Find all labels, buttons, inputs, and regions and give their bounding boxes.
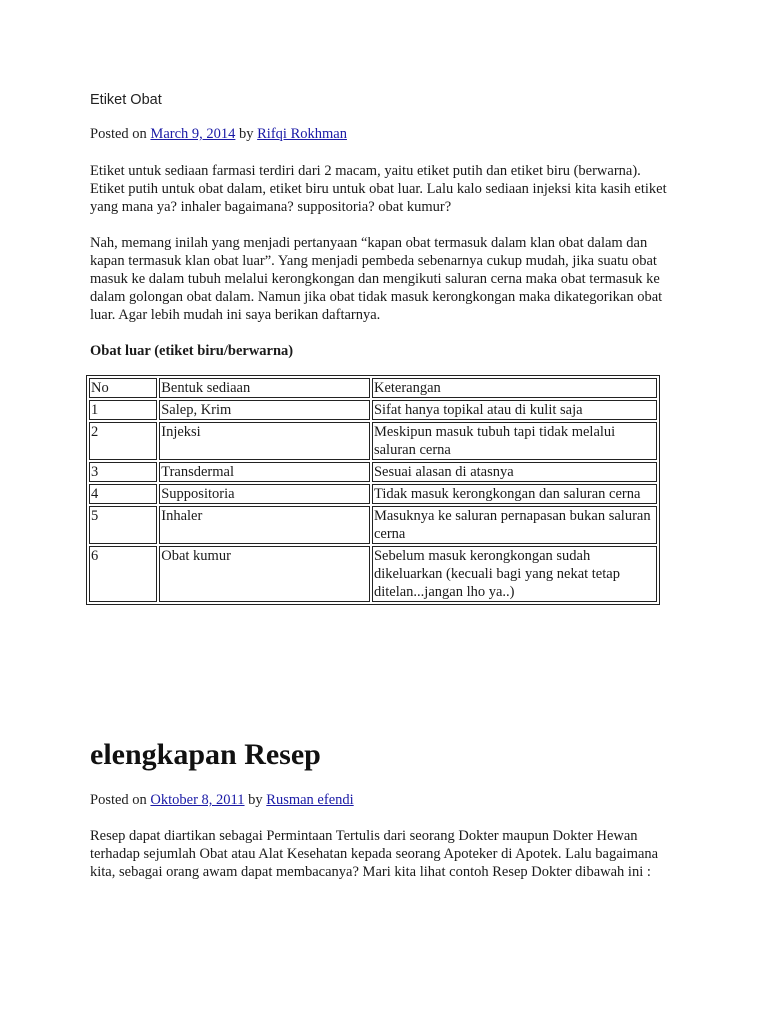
post-title: elengkapan Resep [90,738,321,771]
obat-luar-table [86,375,660,605]
table-cell: Sesuai alasan di atasnya [372,462,657,482]
table-cell: Masuknya ke saluran pernapasan bukan saluran cerna [372,506,657,544]
post-author-link[interactable]: Rusman efendi [266,792,354,808]
table-cell: Injeksi [159,422,370,460]
table-cell: Tidak masuk kerongkongan dan saluran cerna [372,484,657,504]
post-paragraph: Resep dapat diartikan sebagai Permintaan Tertulis dari seorang Dokter maupun Dokter Hewan terhadap sejumlah Obat atau Alat Kesehatan kepada seorang Apoteker di Apotek. Lalu bagaimana kita, sebagai orang awam dapat membacanya? Mari kita lihat contoh Resep Dokter dibawah ini : [90,828,659,880]
table-row [89,506,657,544]
table-cell: Obat kumur [159,546,370,602]
table-cell: Transdermal [159,462,370,482]
post-author-link[interactable]: Rifqi Rokhman [257,126,347,142]
table-row [89,462,657,482]
table-cell: 2 [89,422,157,460]
table-row [89,484,657,504]
table-cell: 6 [89,546,157,602]
post-meta [90,791,354,809]
post-title: Etiket Obat [90,92,162,108]
post-paragraph: Nah, memang inilah yang menjadi pertanyaan “kapan obat termasuk dalam klan obat dalam dan kapan termasuk klan obat luar”. Yang menjadi pembeda sebenarnya cukup mudah, jika suatu obat masuk ke dalam tubuh melalui kerongkongan dan mengikuti saluran cerna maka obat termasuk ke dalam golongan obat dalam. Namun jika obat tidak masuk kerongkongan maka dikategorikan obat luar. Agar lebih mudah ini saya berikan daftarnya. [90,235,663,323]
table-cell: Suppositoria [159,484,370,504]
table-header-row [89,378,657,398]
table-cell: Sifat hanya topikal atau di kulit saja [372,400,657,420]
table-cell: Meskipun masuk tubuh tapi tidak melalui saluran cerna [372,422,657,460]
table-heading: Obat luar (etiket biru/berwarna) [90,343,294,359]
by-label: by [239,126,254,142]
table-cell: 5 [89,506,157,544]
posted-on-label: Posted on [90,792,147,808]
table-cell: 4 [89,484,157,504]
post-paragraph: Etiket untuk sediaan farmasi terdiri dari 2 macam, yaitu etiket putih dan etiket biru (berwarna). Etiket putih untuk obat dalam, etiket biru untuk obat luar. Lalu kalo sediaan injeksi kita kasih etiket yang mana ya? inhaler bagaimana? suppositoria? obat kumur? [90,163,667,215]
table-row [89,422,657,460]
post-date-link[interactable]: March 9, 2014 [150,126,236,142]
table-cell: 3 [89,462,157,482]
header-cell-no: No [89,378,157,398]
by-label: by [248,792,263,808]
table-cell: 1 [89,400,157,420]
table-cell: Inhaler [159,506,370,544]
header-cell-bentuk: Bentuk sediaan [159,378,370,398]
post-meta [90,125,347,143]
table-row [89,546,657,602]
table-cell: Sebelum masuk kerongkongan sudah dikeluarkan (kecuali bagi yang nekat tetap ditelan...jangan lho ya..) [372,546,657,602]
table-row [89,400,657,420]
header-cell-keterangan: Keterangan [372,378,657,398]
table-cell: Salep, Krim [159,400,370,420]
post-date-link[interactable]: Oktober 8, 2011 [150,792,245,808]
posted-on-label: Posted on [90,126,147,142]
